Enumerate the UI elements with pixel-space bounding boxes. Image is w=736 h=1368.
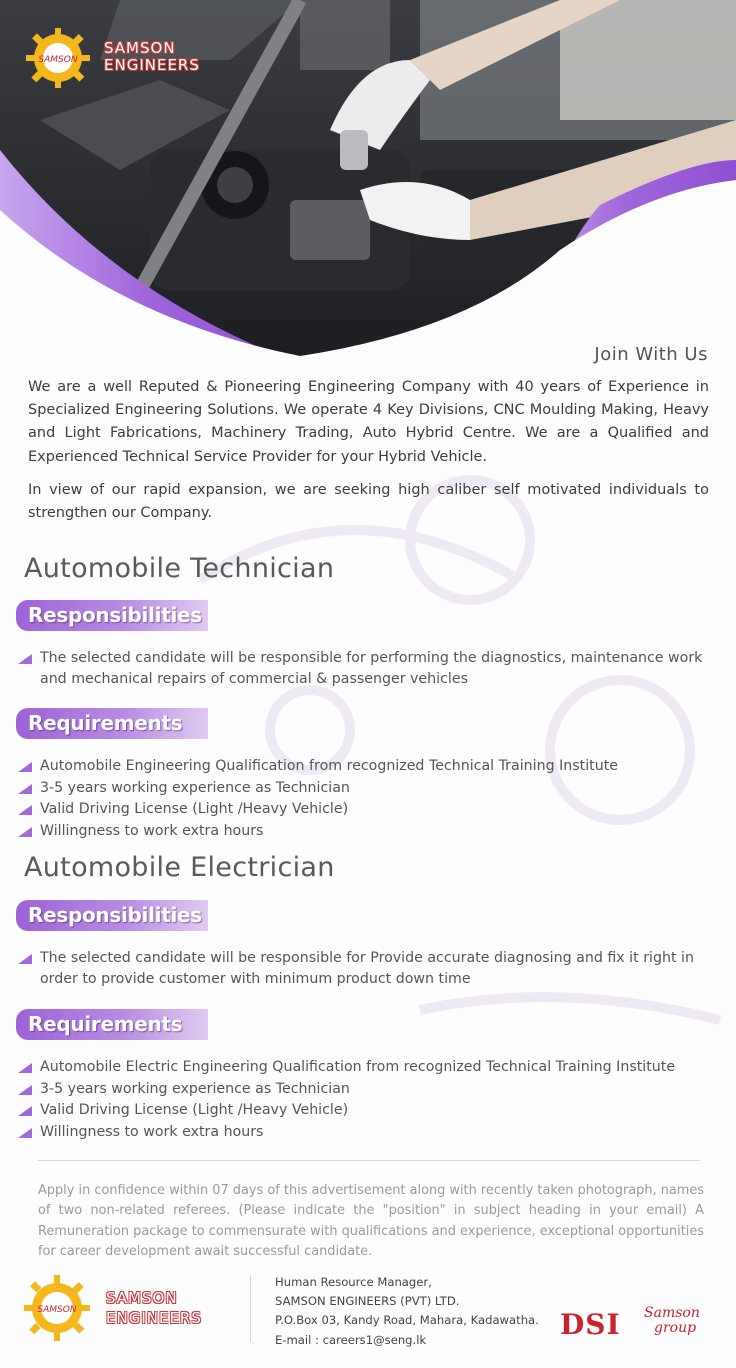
contact-company: SAMSON ENGINEERS (PVT) LTD. [275,1294,460,1309]
company-name-bottom [106,1288,202,1328]
company-logo-bottom [22,1272,237,1346]
responsibilities-label: Responsibilities [28,603,202,627]
company-name-line2: ENGINEERS [104,56,200,74]
list-item: The selected candidate will be responsible for performing the diagnostics, maintenance work and mechanical repairs of commercial & passenger vehicles [18,648,723,691]
contact-email[interactable]: E-mail : careers1@seng.lk [275,1332,427,1347]
bullet-triangle-icon [18,954,32,964]
application-instructions [38,1181,704,1263]
contact-details [275,1273,539,1350]
job-title-electrician: Automobile Electrician [24,852,335,883]
company-name-line1: SAMSON [106,1289,178,1307]
apply-text: Apply in confidence within 07 days of this advertisement along with recently taken photograph, names of two non-related referees. (Please indicate the "position" in subject heading in your email) A Remuneration package to commensurate with qualifications and experience, exceptional opportunities for career development await successful candidate. [38,1183,704,1260]
responsibilities-list-electrician [18,948,723,991]
gear-logo-icon [22,1272,92,1344]
responsibilities-label: Responsibilities [28,903,202,927]
responsibilities-list-technician [18,648,723,691]
intro-paragraph-1: We are a well Reputed & Pioneering Engineering Company with 40 years of Experience in Specialized Engineering Solutions. We operate 4 Key Divisions, CNC Moulding Making, Heavy and Light Fabrications, Machinery Trading, Auto Hybrid Centre. We are a Qualified and Experienced Technical Service Provider for your Hybrid Vehicle. [28,379,709,465]
requirements-header-technician [16,708,208,739]
bullet-triangle-icon [18,827,32,837]
join-with-us-label: Join With Us [594,344,708,365]
gear-logo-text: SAMSON [37,1305,77,1315]
list-item: Valid Driving License (Light /Heavy Vehicle) [18,1100,723,1122]
contact-address: P.O.Box 03, Kandy Road, Mahara, Kadawatha. [275,1313,539,1328]
company-name-top [104,40,200,74]
job-title-technician: Automobile Technician [24,553,335,584]
bullet-triangle-icon [18,1106,32,1116]
list-item: Willingness to work extra hours [18,1122,723,1144]
list-item: 3-5 years working experience as Technician [18,1079,723,1101]
requirements-list-technician [18,756,723,842]
samson-group-line2: group [654,1320,697,1336]
list-item: Willingness to work extra hours [18,821,723,843]
requirements-label: Requirements [28,1012,183,1036]
hero-banner [0,0,736,365]
requirements-label: Requirements [28,711,183,735]
company-name-line1: SAMSON [104,39,176,57]
bullet-triangle-icon [18,784,32,794]
footer-divider [38,1160,700,1161]
company-logo-top [22,26,232,90]
requirements-list-electrician [18,1057,723,1143]
list-item: Automobile Engineering Qualification from recognized Technical Training Institute [18,756,723,778]
gear-logo-icon [22,26,94,90]
requirements-header-electrician [16,1009,208,1040]
intro-paragraph-2: In view of our rapid expansion, we are seeking high caliber self motivated individuals to strengthen our Company. [28,481,709,522]
bullet-triangle-icon [18,1063,32,1073]
responsibilities-header-technician [16,600,208,631]
bullet-triangle-icon [18,1128,32,1138]
bullet-triangle-icon [18,1085,32,1095]
company-intro [28,376,709,535]
company-name-line2: ENGINEERS [106,1309,202,1327]
footer-separator [250,1276,251,1342]
list-item: Automobile Electric Engineering Qualification from recognized Technical Training Institute [18,1057,723,1079]
list-item: 3-5 years working experience as Technician [18,778,723,800]
list-item: The selected candidate will be responsible for Provide accurate diagnosing and fix it right in order to provide customer with minimum product down time [18,948,723,991]
list-item: Valid Driving License (Light /Heavy Vehicle) [18,799,723,821]
dsi-logo-text: DSI [560,1308,621,1341]
samson-group-line1: Samson [644,1305,700,1321]
dsi-samson-group-logo [560,1306,730,1350]
bullet-triangle-icon [18,805,32,815]
gear-logo-text: SAMSON [38,55,78,65]
samson-group-text [644,1306,700,1336]
bullet-triangle-icon [18,654,32,664]
responsibilities-header-electrician [16,900,208,931]
bullet-triangle-icon [18,762,32,772]
contact-title: Human Resource Manager, [275,1275,432,1289]
